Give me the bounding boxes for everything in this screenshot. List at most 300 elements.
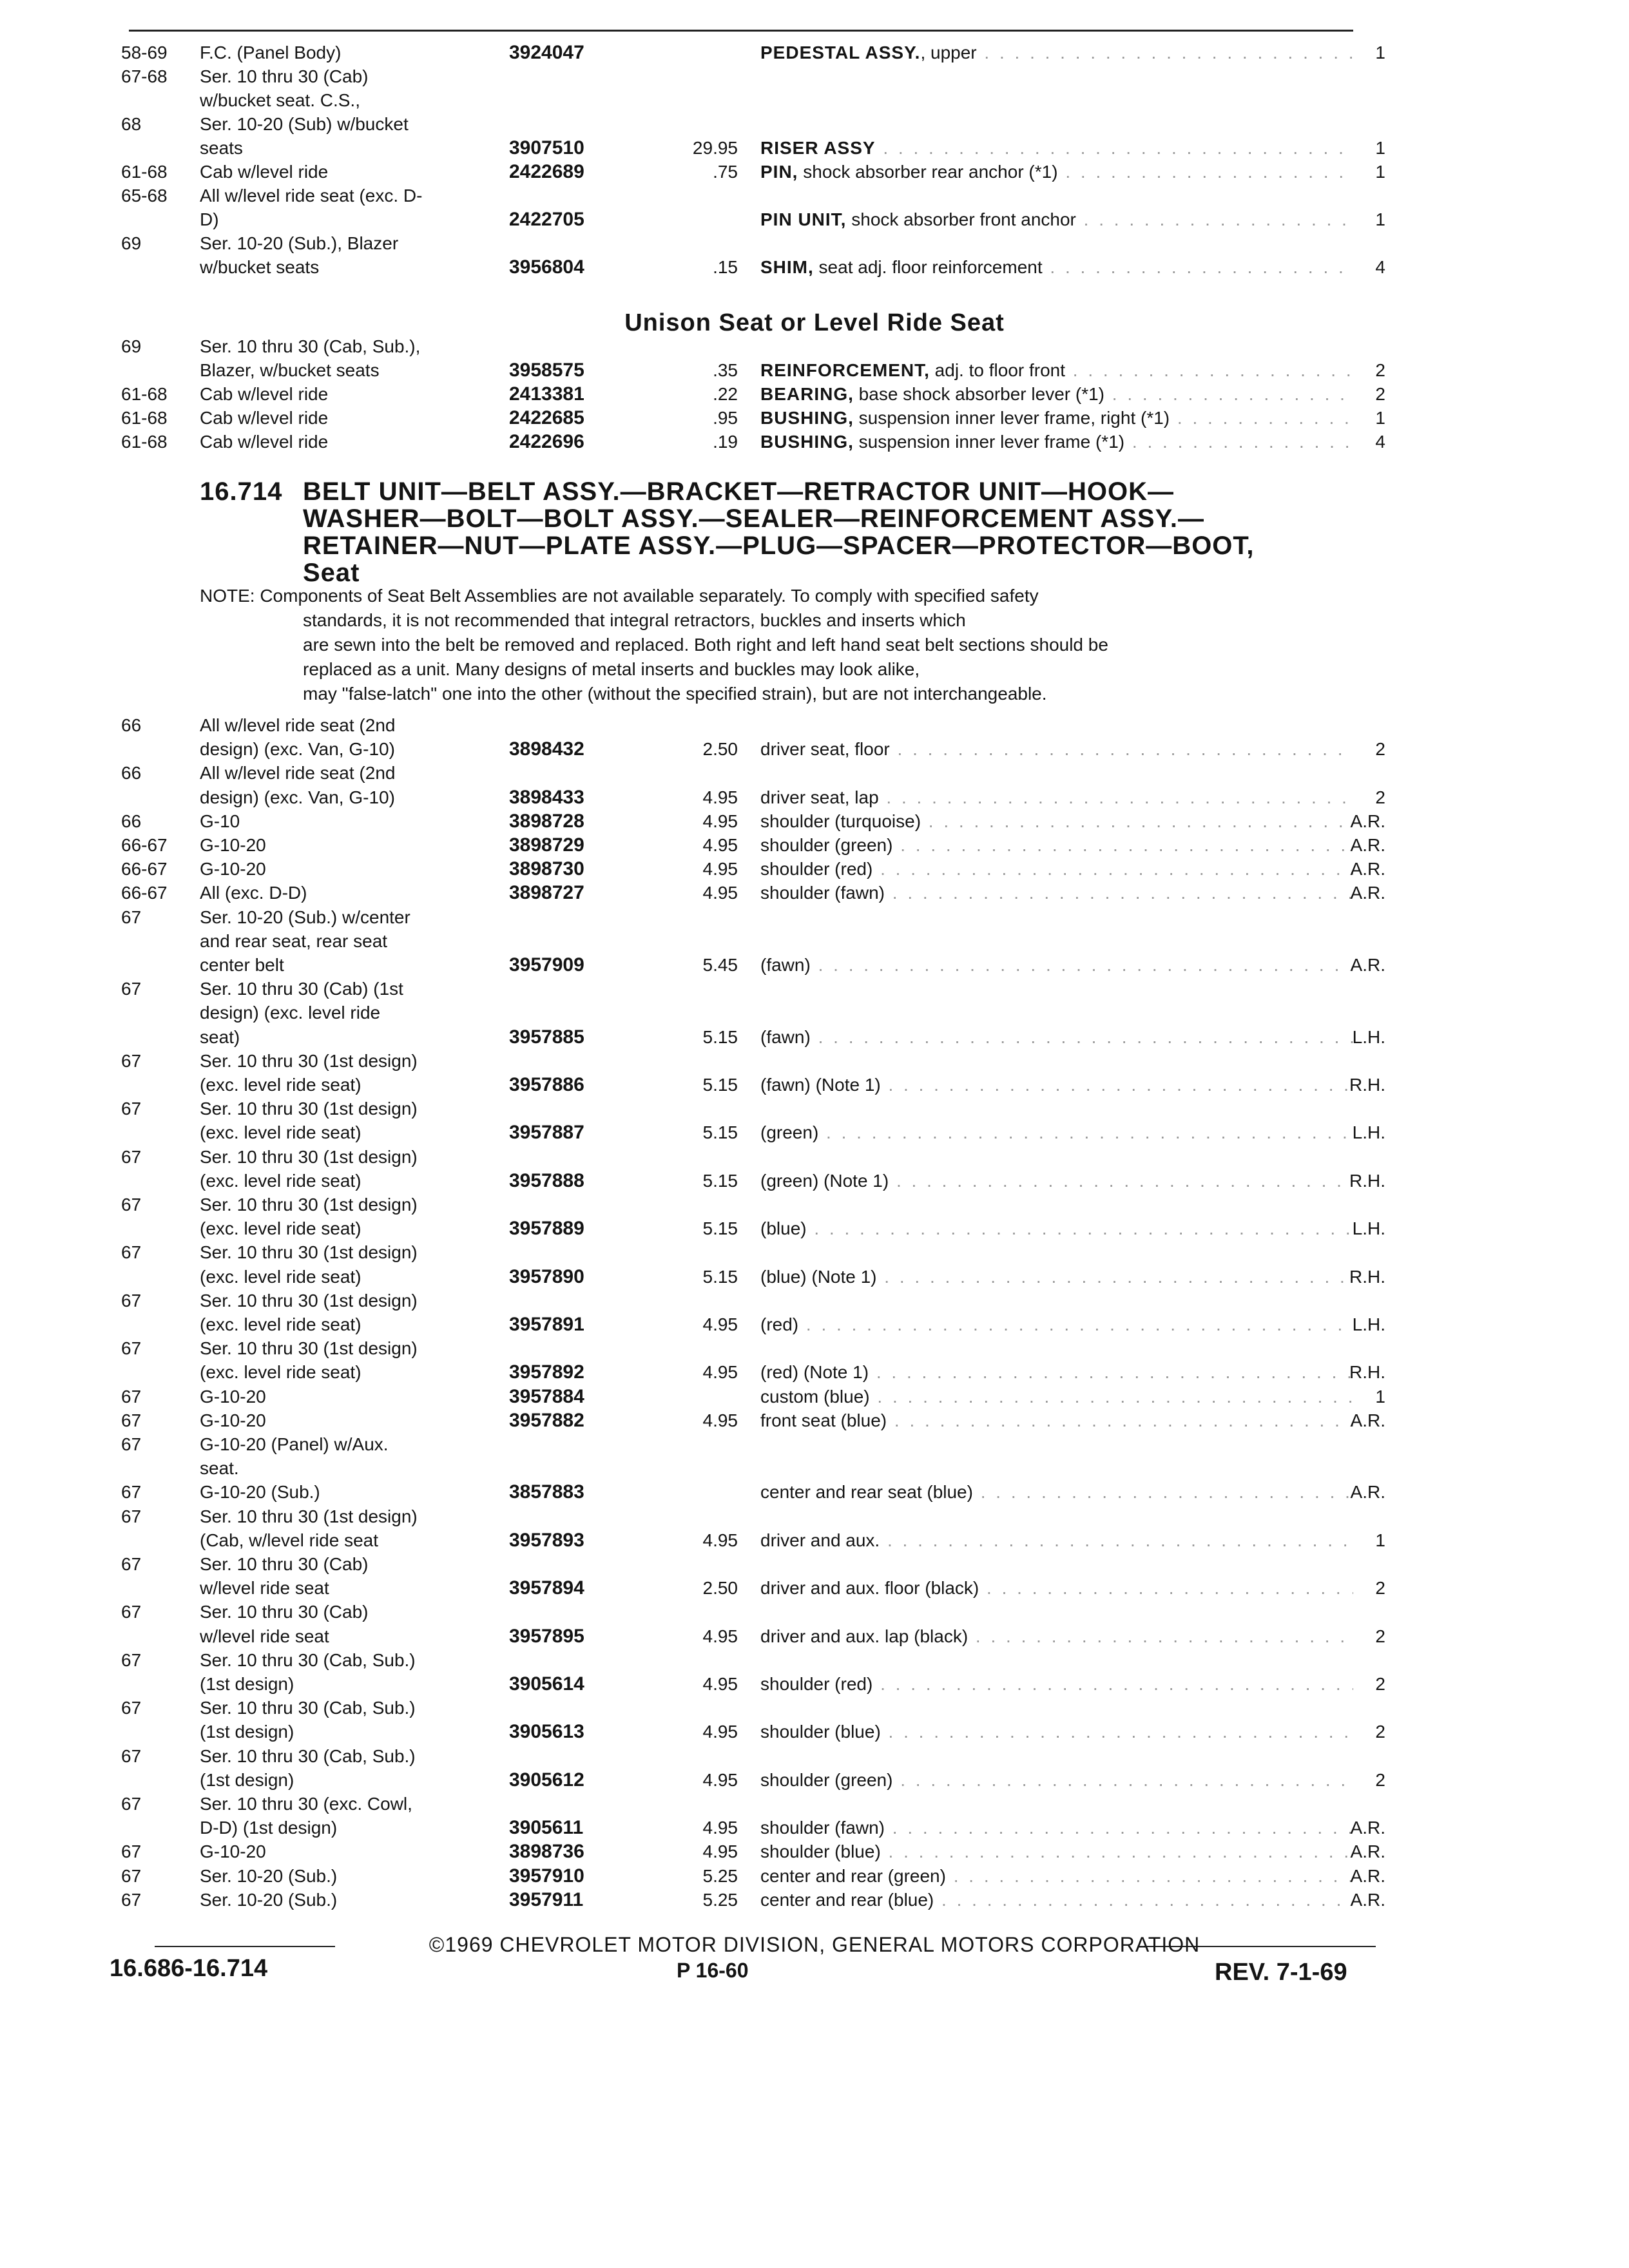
table-row xyxy=(0,810,1629,833)
application-cell: G-10-20 xyxy=(200,1841,266,1862)
application-cell: Ser. 10-20 (Sub.) xyxy=(200,1889,338,1910)
description-text: shoulder (red) xyxy=(760,859,873,879)
part-name: BUSHING, xyxy=(760,432,854,452)
year-cell: 67 xyxy=(121,1434,142,1454)
description-text: shoulder (red) xyxy=(760,1674,873,1694)
note-line: replaced as a unit. Many designs of metal inserts and buckles may look alike, xyxy=(303,659,920,679)
price-cell: 29.95 xyxy=(692,138,738,158)
year-cell: 66 xyxy=(121,715,142,735)
quantity-cell: 2 xyxy=(1375,360,1385,380)
table-row xyxy=(0,1433,1629,1456)
part-number-cell: 3958575 xyxy=(509,360,584,381)
year-cell: 69 xyxy=(121,233,142,253)
part-name: SHIM, xyxy=(760,257,814,277)
part-number-cell: 3905614 xyxy=(509,1673,584,1695)
part-number-cell: 3857883 xyxy=(509,1481,584,1503)
year-cell: 67 xyxy=(121,1410,142,1430)
year-cell: 61-68 xyxy=(121,162,168,182)
price-cell: 2.50 xyxy=(702,1578,738,1599)
part-number-cell: 2422696 xyxy=(509,431,584,452)
quantity-cell: 1 xyxy=(1375,1530,1385,1550)
subheading: Unison Seat or Level Ride Seat xyxy=(624,309,1005,336)
application-cell: All w/level ride seat (2nd xyxy=(200,715,396,735)
description-text: shoulder (green) xyxy=(760,835,893,855)
application-cell: All w/level ride seat (exc. D- xyxy=(200,186,423,206)
price-cell: 5.15 xyxy=(702,1026,738,1047)
revision-date: REV. 7-1-69 xyxy=(1215,1959,1347,1986)
description-cell xyxy=(760,208,1353,231)
part-number-cell: 3957882 xyxy=(509,1409,584,1431)
description-text: driver and aux. xyxy=(760,1530,880,1550)
part-number-cell: 3905611 xyxy=(509,1817,584,1839)
table-row xyxy=(0,977,1629,1001)
page-number: P 16-60 xyxy=(677,1959,749,1982)
quantity-cell: L.H. xyxy=(1352,1122,1385,1143)
year-cell: 67 xyxy=(121,1482,142,1503)
application-cell: Ser. 10 thru 30 (1st design) xyxy=(200,1290,418,1311)
year-cell: 67 xyxy=(121,1506,142,1526)
description-text: suspension inner lever frame, right (*1) xyxy=(853,408,1170,428)
application-cell: Ser. 10 thru 30 (exc. Cowl, xyxy=(200,1794,412,1814)
description-text: custom (blue) xyxy=(760,1386,870,1407)
description-cell xyxy=(760,786,1353,809)
description-text: shoulder (fawn) xyxy=(760,883,885,903)
table-row xyxy=(0,1001,1629,1024)
part-number-cell: 3957885 xyxy=(509,1026,584,1048)
year-cell: 67 xyxy=(121,1099,142,1119)
part-number-cell: 3957889 xyxy=(509,1218,584,1240)
description-cell xyxy=(760,1720,1353,1744)
part-number-cell: 3898432 xyxy=(509,738,584,760)
quantity-cell: 1 xyxy=(1375,162,1385,182)
description-text: (fawn) xyxy=(760,955,811,975)
description-text: shoulder (turquoise) xyxy=(760,811,921,831)
description-cell xyxy=(760,1073,1353,1097)
application-cell: design) (exc. Van, G-10) xyxy=(200,787,395,807)
application-cell: G-10 xyxy=(200,811,240,831)
application-cell: Cab w/level ride xyxy=(200,162,329,182)
application-cell: Ser. 10 thru 30 (Cab) xyxy=(200,1602,369,1622)
table-row xyxy=(0,407,1629,430)
quantity-cell: 4 xyxy=(1375,257,1385,277)
year-cell: 66 xyxy=(121,811,142,831)
application-cell: center belt xyxy=(200,955,284,975)
application-cell: G-10-20 (Panel) w/Aux. xyxy=(200,1434,389,1454)
table-row xyxy=(0,1792,1629,1816)
description-cell xyxy=(760,858,1353,881)
quantity-cell: 2 xyxy=(1375,787,1385,807)
part-number-cell: 2422689 xyxy=(509,161,584,182)
table-row xyxy=(0,430,1629,454)
quantity-cell: 1 xyxy=(1375,138,1385,158)
part-number-cell: 3898728 xyxy=(509,810,584,832)
application-cell: (exc. level ride seat) xyxy=(200,1075,361,1095)
application-cell: Ser. 10-20 (Sub.) w/center xyxy=(200,907,410,927)
table-row xyxy=(0,1026,1629,1049)
year-cell: 61-68 xyxy=(121,384,168,404)
table-row xyxy=(0,1481,1629,1504)
description-cell xyxy=(760,1169,1353,1193)
price-cell: 4.95 xyxy=(702,1314,738,1334)
application-cell: seat) xyxy=(200,1026,240,1047)
description-text: center and rear (green) xyxy=(760,1865,946,1886)
description-cell xyxy=(760,1673,1353,1696)
table-row xyxy=(0,1337,1629,1360)
table-row xyxy=(0,1816,1629,1840)
quantity-cell: 2 xyxy=(1375,384,1385,404)
price-cell: .75 xyxy=(713,162,738,182)
table-row xyxy=(0,113,1629,136)
application-cell: Cab w/level ride xyxy=(200,408,329,428)
description-cell xyxy=(760,1217,1353,1240)
year-cell: 67 xyxy=(121,1698,142,1718)
price-cell: .22 xyxy=(713,384,738,404)
quantity-cell: 1 xyxy=(1375,1386,1385,1407)
part-number-cell: 3957895 xyxy=(509,1625,584,1647)
description-text: driver and aux. lap (black) xyxy=(760,1626,969,1646)
table-row xyxy=(0,1409,1629,1432)
part-number-cell: 3905612 xyxy=(509,1769,584,1791)
table-row xyxy=(0,184,1629,207)
quantity-cell: 2 xyxy=(1375,739,1385,760)
application-cell: D) xyxy=(200,209,219,229)
part-number-cell: 3905613 xyxy=(509,1721,584,1743)
description-text: base shock absorber lever (*1) xyxy=(853,384,1104,404)
application-cell: Ser. 10 thru 30 (Cab, Sub.), xyxy=(200,336,421,356)
year-cell: 65-68 xyxy=(121,186,168,206)
year-cell: 67 xyxy=(121,1745,142,1766)
year-cell: 67 xyxy=(121,1242,142,1263)
description-cell xyxy=(760,1361,1353,1384)
year-cell: 66-67 xyxy=(121,883,168,903)
table-row xyxy=(0,1553,1629,1576)
price-cell: 5.15 xyxy=(702,1266,738,1287)
year-cell: 67 xyxy=(121,1554,142,1574)
table-row xyxy=(0,1649,1629,1672)
table-row xyxy=(0,881,1629,905)
quantity-cell: 2 xyxy=(1375,1578,1385,1599)
application-cell: All (exc. D-D) xyxy=(200,883,307,903)
description-text: shoulder (fawn) xyxy=(760,1818,885,1838)
year-cell: 61-68 xyxy=(121,408,168,428)
part-number-cell: 3957911 xyxy=(509,1888,584,1910)
price-cell: 5.15 xyxy=(702,1218,738,1239)
table-row xyxy=(0,1050,1629,1073)
price-cell: 4.95 xyxy=(702,811,738,831)
quantity-cell: A.R. xyxy=(1350,1482,1385,1503)
table-row xyxy=(0,1840,1629,1863)
description-text: shoulder (blue) xyxy=(760,1722,881,1742)
description-cell xyxy=(760,1888,1353,1912)
year-cell: 67 xyxy=(121,1794,142,1814)
price-cell: 2.50 xyxy=(702,739,738,760)
part-number-cell: 3957884 xyxy=(509,1385,584,1407)
application-cell: Ser. 10 thru 30 (Cab, Sub.) xyxy=(200,1649,416,1670)
description-cell xyxy=(760,359,1353,382)
application-cell: w/level ride seat xyxy=(200,1578,329,1599)
quantity-cell: R.H. xyxy=(1349,1075,1385,1095)
description-text: (red) (Note 1) xyxy=(760,1362,869,1383)
description-cell xyxy=(760,881,1353,905)
table-row xyxy=(0,232,1629,255)
table-row xyxy=(0,1073,1629,1097)
table-row xyxy=(0,906,1629,929)
year-cell: 67 xyxy=(121,1195,142,1215)
description-cell xyxy=(760,1409,1353,1432)
description-text: shoulder (blue) xyxy=(760,1841,881,1862)
part-number-cell: 3898730 xyxy=(509,858,584,880)
application-cell: All w/level ride seat (2nd xyxy=(200,763,396,783)
quantity-cell: L.H. xyxy=(1352,1026,1385,1047)
application-cell: (1st design) xyxy=(200,1722,294,1742)
application-cell: (exc. level ride seat) xyxy=(200,1266,361,1287)
table-row xyxy=(0,1097,1629,1120)
description-cell xyxy=(760,1865,1353,1888)
part-number-cell: 3898433 xyxy=(509,786,584,808)
application-cell: Ser. 10 thru 30 (1st design) xyxy=(200,1146,418,1167)
description-cell xyxy=(760,430,1353,454)
year-cell: 67-68 xyxy=(121,66,168,86)
year-cell: 67 xyxy=(121,907,142,927)
part-name: BUSHING, xyxy=(760,408,854,428)
part-number-cell: 3957887 xyxy=(509,1122,584,1144)
application-cell: seat. xyxy=(200,1458,239,1479)
description-cell xyxy=(760,1265,1353,1289)
application-cell: Ser. 10 thru 30 (1st design) xyxy=(200,1099,418,1119)
quantity-cell: A.R. xyxy=(1350,811,1385,831)
year-cell: 69 xyxy=(121,336,142,356)
description-cell xyxy=(760,160,1353,184)
application-cell: G-10-20 xyxy=(200,1386,266,1407)
description-cell xyxy=(760,1481,1353,1504)
quantity-cell: 2 xyxy=(1375,1769,1385,1790)
table-row xyxy=(0,930,1629,953)
application-cell: Ser. 10 thru 30 (Cab) (1st xyxy=(200,979,403,999)
table-row xyxy=(0,1265,1629,1289)
quantity-cell: 2 xyxy=(1375,1674,1385,1694)
table-row xyxy=(0,1361,1629,1384)
application-cell: Ser. 10 thru 30 (1st design) xyxy=(200,1338,418,1359)
table-row xyxy=(0,786,1629,809)
part-number-cell: 3924047 xyxy=(509,42,584,63)
part-number-cell: 2413381 xyxy=(509,383,584,405)
price-cell: 4.95 xyxy=(702,835,738,855)
year-cell: 67 xyxy=(121,1841,142,1862)
table-row xyxy=(0,1577,1629,1600)
year-cell: 67 xyxy=(121,1338,142,1359)
description-cell xyxy=(760,1816,1353,1840)
table-row xyxy=(0,1888,1629,1912)
description-text: shock absorber front anchor xyxy=(846,209,1076,229)
price-cell: 4.95 xyxy=(702,1722,738,1742)
application-cell: seats xyxy=(200,138,243,158)
application-cell: Ser. 10 thru 30 (1st design) xyxy=(200,1050,418,1071)
price-cell: 5.15 xyxy=(702,1122,738,1143)
description-text: (blue) xyxy=(760,1218,807,1239)
description-cell xyxy=(760,810,1353,833)
copyright: ©1969 CHEVROLET MOTOR DIVISION, GENERAL MOTORS CORPORATION xyxy=(429,1933,1200,1956)
application-cell: Ser. 10 thru 30 (Cab, Sub.) xyxy=(200,1698,416,1718)
price-cell: 5.25 xyxy=(702,1889,738,1910)
quantity-cell: 1 xyxy=(1375,408,1385,428)
year-cell: 67 xyxy=(121,1602,142,1622)
quantity-cell: A.R. xyxy=(1350,883,1385,903)
part-number-cell: 3957890 xyxy=(509,1265,584,1287)
part-number-cell: 3956804 xyxy=(509,256,584,278)
application-cell: D-D) (1st design) xyxy=(200,1818,338,1838)
table-row xyxy=(0,208,1629,231)
application-cell: w/level ride seat xyxy=(200,1626,329,1646)
part-name: PIN, xyxy=(760,162,798,182)
application-cell: (exc. level ride seat) xyxy=(200,1362,361,1383)
quantity-cell: L.H. xyxy=(1352,1314,1385,1334)
table-row xyxy=(0,65,1629,88)
description-text: suspension inner lever frame (*1) xyxy=(853,432,1125,452)
description-text: (blue) (Note 1) xyxy=(760,1266,877,1287)
price-cell: 4.95 xyxy=(702,859,738,879)
price-cell: .19 xyxy=(713,432,738,452)
year-cell: 66-67 xyxy=(121,835,168,855)
quantity-cell: 1 xyxy=(1375,209,1385,229)
year-cell: 67 xyxy=(121,1889,142,1910)
quantity-cell: R.H. xyxy=(1349,1266,1385,1287)
quantity-cell: A.R. xyxy=(1350,859,1385,879)
description-cell xyxy=(760,1121,1353,1144)
description-text: shock absorber rear anchor (*1) xyxy=(798,162,1058,182)
description-text: (fawn) xyxy=(760,1026,811,1047)
table-row xyxy=(0,1600,1629,1624)
description-cell xyxy=(760,1026,1353,1049)
year-cell: 67 xyxy=(121,1146,142,1167)
application-cell: (exc. level ride seat) xyxy=(200,1122,361,1143)
table-row xyxy=(0,1146,1629,1169)
price-cell: .15 xyxy=(713,257,738,277)
section-number: 16.714 xyxy=(200,477,283,506)
application-cell: G-10-20 xyxy=(200,1410,266,1430)
quantity-cell: A.R. xyxy=(1350,955,1385,975)
year-cell: 67 xyxy=(121,1290,142,1311)
description-cell xyxy=(760,1529,1353,1552)
price-cell: .95 xyxy=(713,408,738,428)
table-row xyxy=(0,762,1629,785)
table-row xyxy=(0,1673,1629,1696)
application-cell: Ser. 10 thru 30 (Cab, Sub.) xyxy=(200,1745,416,1766)
table-row xyxy=(0,1529,1629,1552)
part-number-cell: 3907510 xyxy=(509,137,584,159)
description-text: , upper xyxy=(920,43,977,62)
table-row xyxy=(0,1696,1629,1720)
section-title-line: RETAINER—NUT—PLATE ASSY.—PLUG—SPACER—PROTECTOR—BOOT, xyxy=(303,532,1255,560)
quantity-cell: A.R. xyxy=(1350,1841,1385,1862)
application-cell: Ser. 10 thru 30 (1st design) xyxy=(200,1242,418,1263)
part-number-cell: 3898729 xyxy=(509,834,584,856)
application-cell: (exc. level ride seat) xyxy=(200,1170,361,1191)
section-heading xyxy=(200,478,1424,586)
part-number-cell: 3957910 xyxy=(509,1865,584,1887)
quantity-cell: R.H. xyxy=(1349,1170,1385,1191)
table-row xyxy=(0,41,1629,64)
description-text: (red) xyxy=(760,1314,799,1334)
note-line: may "false-latch" one into the other (without the specified strain), but are not interchangeable. xyxy=(303,684,1047,704)
table-row xyxy=(0,1769,1629,1792)
application-cell: Ser. 10 thru 30 (Cab) xyxy=(200,66,369,86)
price-cell: 5.15 xyxy=(702,1075,738,1095)
table-row xyxy=(0,1289,1629,1312)
application-cell: Ser. 10-20 (Sub.) xyxy=(200,1865,338,1886)
section-title-line: BELT UNIT—BELT ASSY.—BRACKET—RETRACTOR UNIT—HOOK— xyxy=(303,477,1174,506)
application-cell: Blazer, w/bucket seats xyxy=(200,360,380,380)
application-cell: (1st design) xyxy=(200,1674,294,1694)
table-row xyxy=(0,1457,1629,1480)
application-cell: and rear seat, rear seat xyxy=(200,930,388,951)
year-cell: 61-68 xyxy=(121,432,168,452)
description-text: seat adj. floor reinforcement xyxy=(813,257,1043,277)
table-row xyxy=(0,714,1629,737)
year-cell: 67 xyxy=(121,1865,142,1886)
table-row xyxy=(0,738,1629,761)
application-cell: Ser. 10 thru 30 (1st design) xyxy=(200,1506,418,1526)
application-cell: Cab w/level ride xyxy=(200,432,329,452)
quantity-cell: A.R. xyxy=(1350,1865,1385,1886)
table-row xyxy=(0,1385,1629,1408)
table-row xyxy=(0,1720,1629,1744)
price-cell: 4.95 xyxy=(702,883,738,903)
year-cell: 66 xyxy=(121,763,142,783)
application-cell: F.C. (Panel Body) xyxy=(200,43,342,62)
description-text: driver seat, lap xyxy=(760,787,879,807)
quantity-cell: 2 xyxy=(1375,1722,1385,1742)
section-title-line: Seat xyxy=(303,559,360,587)
description-cell xyxy=(760,834,1353,857)
price-cell: .35 xyxy=(713,360,738,380)
table-row xyxy=(0,954,1629,977)
table-row xyxy=(0,1745,1629,1768)
application-cell: Ser. 10 thru 30 (1st design) xyxy=(200,1195,418,1215)
description-cell xyxy=(760,383,1353,406)
table-row xyxy=(0,383,1629,406)
price-cell: 4.95 xyxy=(702,1769,738,1790)
price-cell: 4.95 xyxy=(702,787,738,807)
description-cell xyxy=(760,407,1353,430)
table-row xyxy=(0,160,1629,184)
quantity-cell: A.R. xyxy=(1350,1410,1385,1430)
note-block xyxy=(200,584,1373,706)
price-cell: 4.95 xyxy=(702,1362,738,1383)
quantity-cell: A.R. xyxy=(1350,835,1385,855)
description-cell xyxy=(760,738,1353,761)
application-cell: (exc. level ride seat) xyxy=(200,1218,361,1239)
description-cell xyxy=(760,1625,1353,1648)
price-cell: 4.95 xyxy=(702,1818,738,1838)
part-number-cell: 2422685 xyxy=(509,407,584,428)
description-cell xyxy=(760,954,1353,977)
description-cell xyxy=(760,256,1353,279)
part-name: PEDESTAL ASSY. xyxy=(760,43,921,62)
table-row xyxy=(0,1121,1629,1144)
description-cell xyxy=(760,41,1353,64)
application-cell: design) (exc. Van, G-10) xyxy=(200,739,395,760)
part-number-cell: 3957909 xyxy=(509,954,584,975)
description-cell xyxy=(760,1313,1353,1336)
note-line: are sewn into the belt be removed and replaced. Both right and left hand seat belt sections should be xyxy=(303,635,1108,655)
description-text: driver seat, floor xyxy=(760,739,890,760)
table-row xyxy=(0,1865,1629,1888)
application-cell: Ser. 10-20 (Sub.), Blazer xyxy=(200,233,399,253)
table-row xyxy=(0,359,1629,382)
table-row xyxy=(0,858,1629,881)
table-row xyxy=(0,1193,1629,1216)
part-number-cell: 2422705 xyxy=(509,209,584,230)
